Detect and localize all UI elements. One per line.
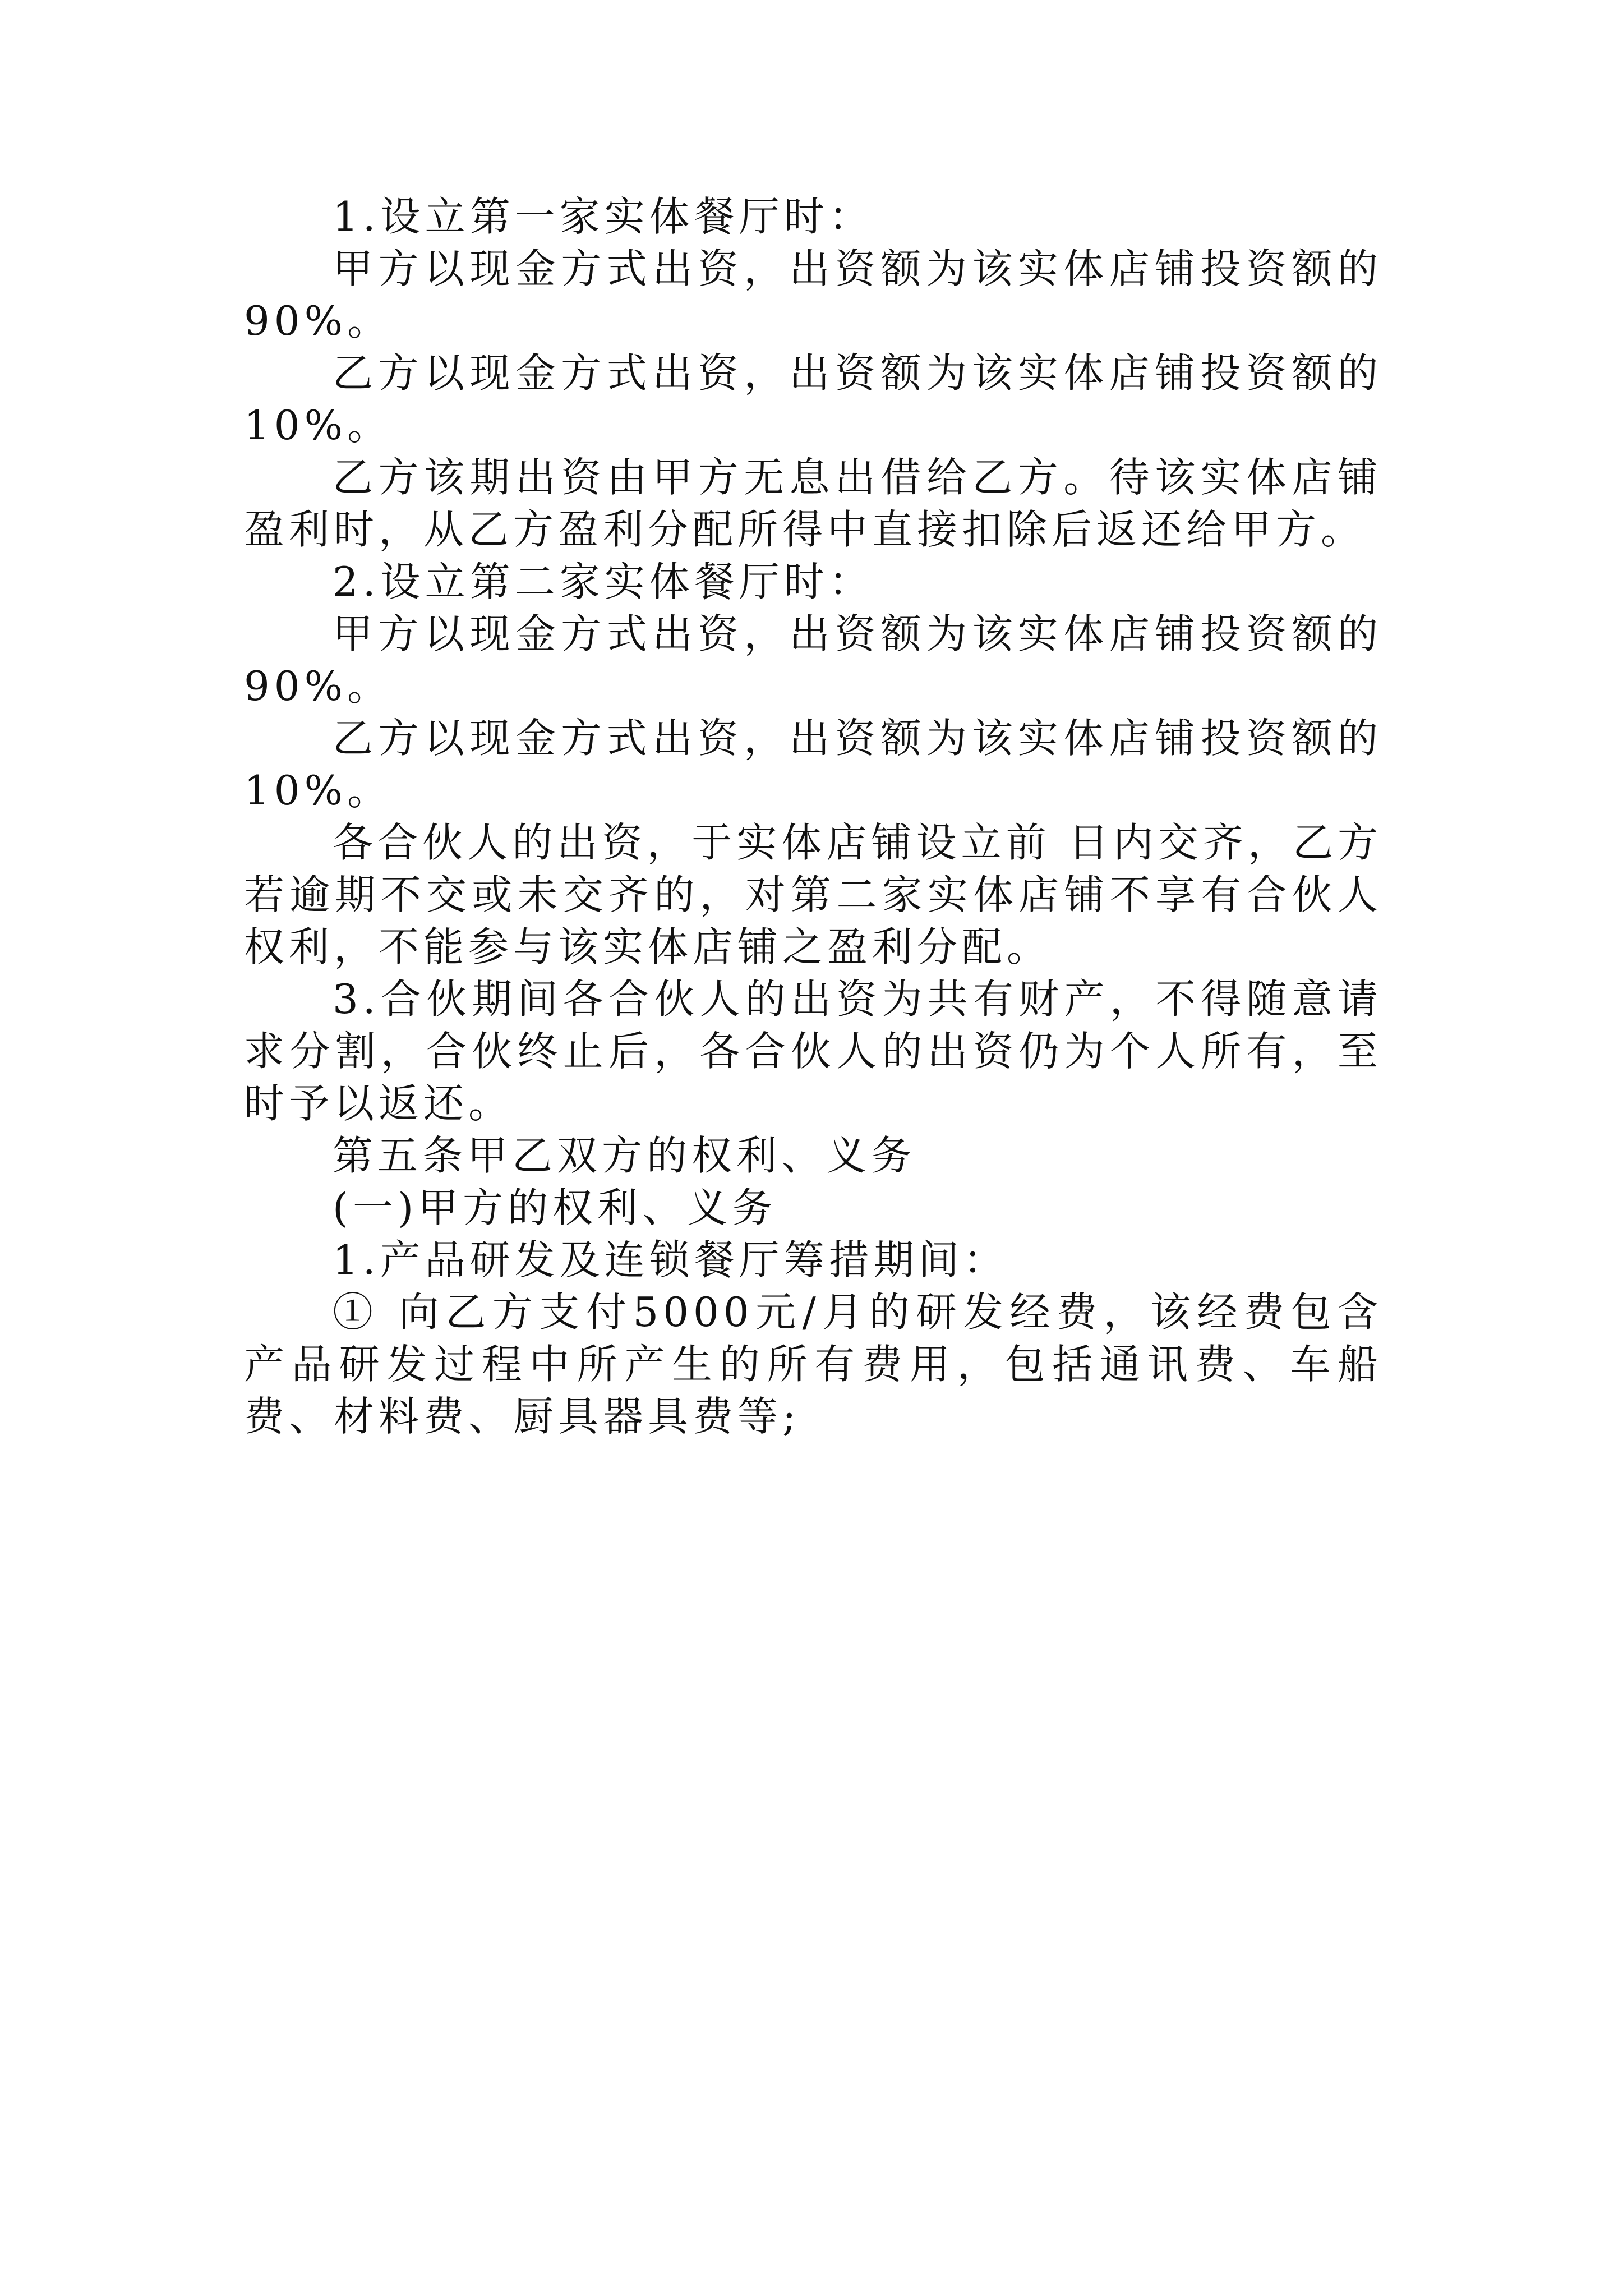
- section-heading: 第五条甲乙双方的权利、义务: [333, 1132, 916, 1179]
- paragraph-9: 3.合伙期间各合伙人的出资为共有财产，不得随意请求分割，合伙终止后，各合伙人的出资仍为个人所有，至时予以返还。: [244, 976, 1382, 1127]
- paragraph-12: 1.产品研发及连锁餐厅筹措期间：: [333, 1236, 1008, 1283]
- paragraph-2: 甲方以现金方式出资，出资额为该实体店铺投资额的90%。: [244, 245, 1382, 344]
- subsection-heading: (一)甲方的权利、义务: [333, 1184, 777, 1231]
- paragraph-8: 各合伙人的出资，于实体店铺设立前 日内交齐，乙方若逾期不交或未交齐的，对第二家实体店铺不享有合伙人权利，不能参与该实体店铺之盈利分配。: [244, 819, 1382, 970]
- paragraph-1: 1.设立第一家实体餐厅时：: [333, 193, 874, 240]
- paragraph-3: 乙方以现金方式出资，出资额为该实体店铺投资额的10%。: [244, 349, 1382, 449]
- paragraph-5: 2.设立第二家实体餐厅时：: [333, 558, 874, 605]
- document-body: [244, 191, 1382, 1443]
- paragraph-6: 甲方以现金方式出资，出资额为该实体店铺投资额的90%。: [244, 610, 1382, 710]
- paragraph-4: 乙方该期出资由甲方无息出借给乙方。待该实体店铺盈利时，从乙方盈利分配所得中直接扣除后返还给甲方。: [244, 454, 1382, 553]
- paragraph-13: ① 向乙方支付5000元/月的研发经费，该经费包含产品研发过程中所产生的所有费用，包括通讯费、车船费、材料费、厨具器具费等;: [244, 1289, 1382, 1440]
- paragraph-7: 乙方以现金方式出资，出资额为该实体店铺投资额的10%。: [244, 715, 1382, 814]
